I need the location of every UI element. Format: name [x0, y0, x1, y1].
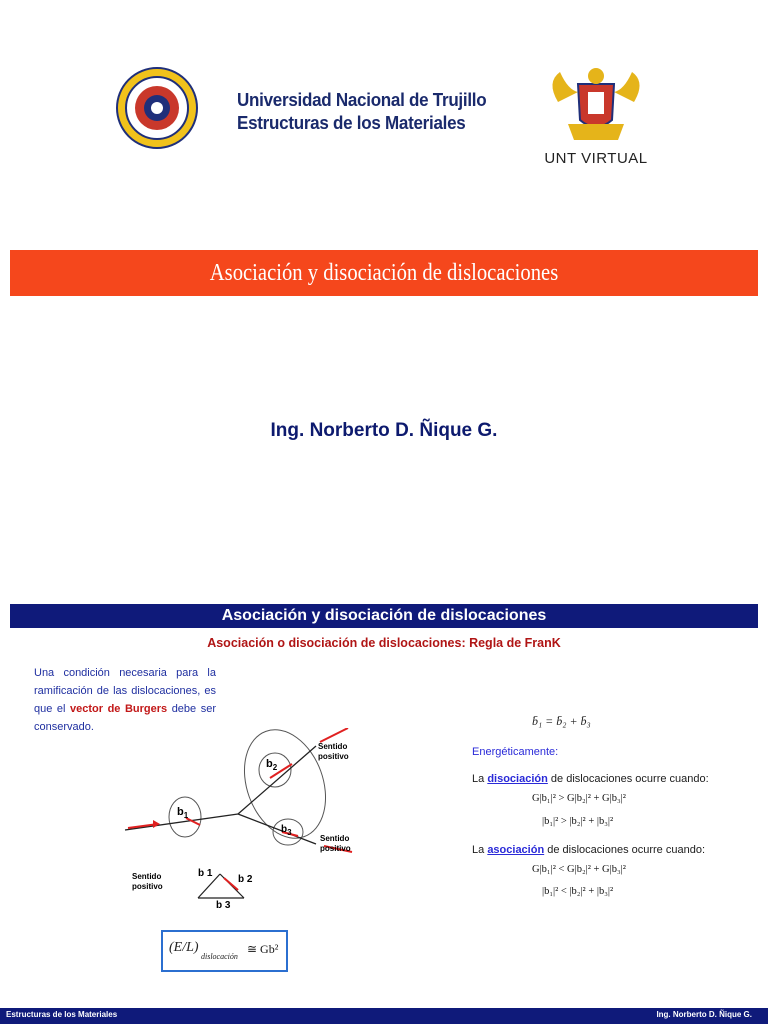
footer-right: Ing. Norberto D. Ñique G. — [656, 1010, 752, 1019]
para-bold: vector de Burgers — [70, 703, 168, 715]
slide1-title: Asociación y disociación de dislocaciones — [209, 260, 559, 286]
para-pre: Una condición necesaria para la ramificación de las dislocaciones, es que el — [34, 667, 216, 715]
sentido-positivo-right: Sentido positivo — [320, 834, 351, 853]
sentido-positivo-bottom: Sentido positivo — [132, 872, 163, 891]
footer-left: Estructuras de los Materiales — [6, 1010, 118, 1019]
unt-virtual-logo — [538, 62, 654, 174]
tri-b3-label: b 3 — [216, 900, 231, 911]
faculty-logo — [115, 66, 199, 150]
author-name: Ing. Norberto D. Ñique G. — [270, 420, 498, 441]
formula-rhs: ≅ Gb² — [247, 942, 279, 956]
sentido-positivo-top: Sentido positivo — [318, 742, 349, 761]
vector-sum-eq: b̄₁ = b̄₂ + b̄₃ — [532, 714, 591, 728]
disociacion-line: La disociación de dislocaciones ocurre cuando: — [472, 773, 709, 785]
asoc-eq1: G|b₁|² < G|b₂|² + G|b₃|² — [532, 864, 626, 875]
course-name: Estructuras de los Materiales — [237, 112, 466, 133]
tri-b1-label: b 1 — [198, 868, 213, 879]
formula-lhs: (E/L) — [169, 940, 199, 955]
asoc-eq2: |b₁|² < |b₂|² + |b₃|² — [542, 886, 614, 897]
burgers-paragraph — [34, 664, 216, 736]
tri-b2-label: b 2 — [238, 874, 253, 885]
slide1-title-band — [10, 250, 758, 296]
slide2-title-band — [10, 604, 758, 628]
b3-label: $b_3$ — [281, 824, 292, 837]
b2-label: $b_2$ — [266, 758, 278, 773]
asociacion-word: asociación — [487, 844, 545, 856]
b1-label: $b_1$ — [177, 806, 189, 821]
energetic-label: Energéticamente: — [472, 746, 559, 758]
formula-sub: dislocación — [201, 952, 238, 961]
disoc-eq2: |b₁|² > |b₂|² + |b₃|² — [542, 816, 614, 827]
para-post: debe ser conservado. — [34, 703, 216, 733]
slide2-subtitle: Asociación o disociación de dislocaciones: Regla de FranK — [207, 636, 561, 650]
disociacion-word: disociación — [487, 773, 548, 785]
dislocation-diagram — [120, 728, 370, 918]
university-name: Universidad Nacional de Trujillo — [237, 89, 487, 110]
asociacion-line: La asociación de dislocaciones ocurre cuando: — [472, 844, 705, 856]
disoc-eq1: G|b₁|² > G|b₂|² + G|b₃|² — [532, 793, 626, 804]
unt-virtual-label: UNT VIRTUAL — [544, 150, 648, 167]
header-titles — [237, 88, 486, 134]
energy-formula-box — [161, 930, 288, 972]
slide2-title: Asociación y disociación de dislocaciones — [221, 607, 547, 624]
footer-bar — [0, 1008, 768, 1024]
